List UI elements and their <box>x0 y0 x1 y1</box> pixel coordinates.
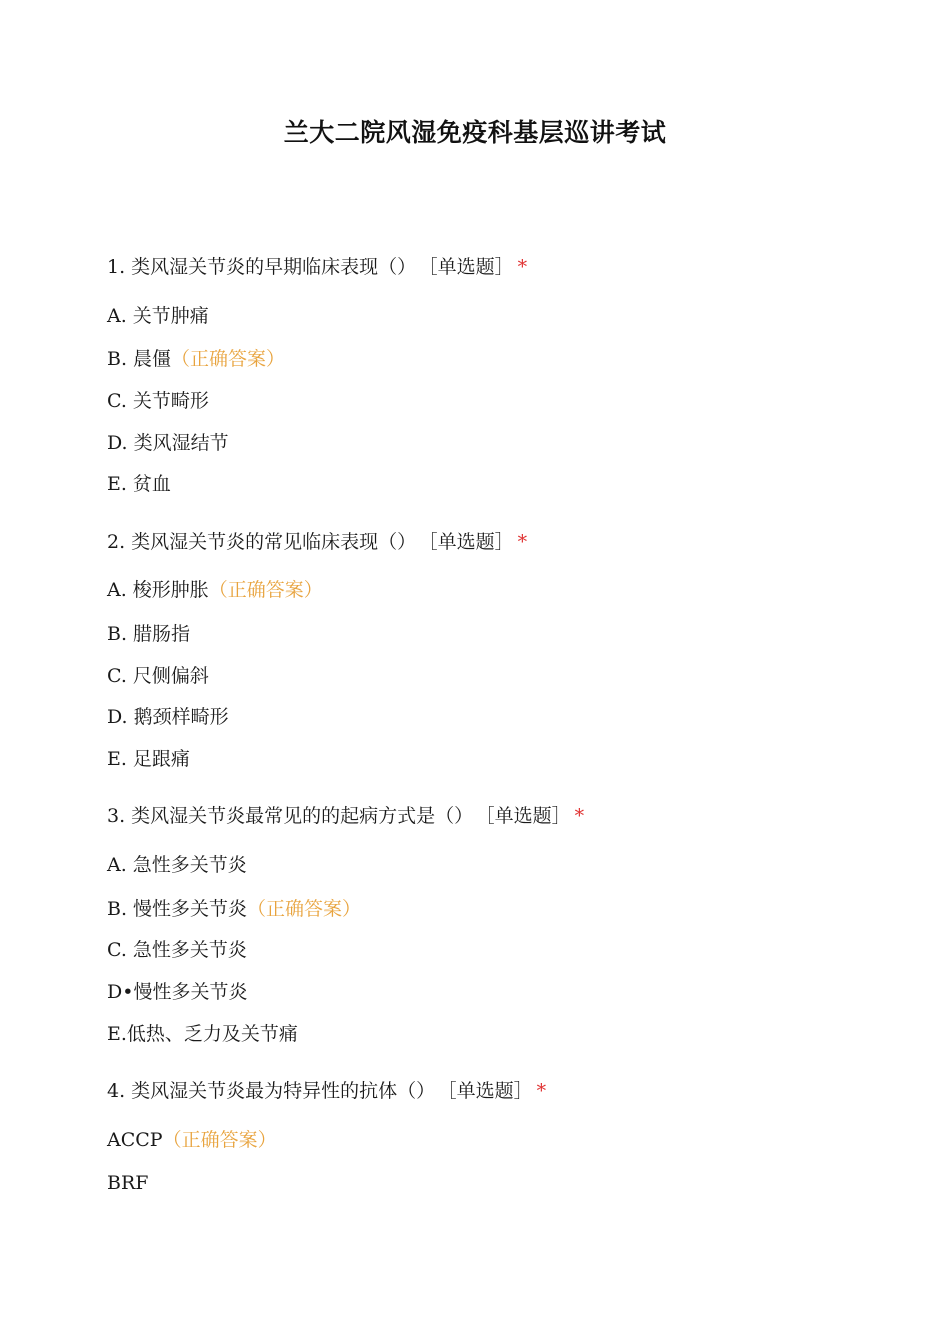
option-text: 慢性多关节炎 <box>133 898 248 920</box>
option-4b <box>107 1169 148 1197</box>
option-text: 关节畸形 <box>132 390 209 412</box>
option-3d <box>107 978 247 1006</box>
correct-answer-tag: （正确答案） <box>208 579 323 601</box>
question-text: 类风湿关节炎的早期临床表现（） <box>131 256 417 278</box>
option-letter: C. <box>107 665 127 687</box>
option-3a <box>107 851 247 879</box>
option-text: 腊肠指 <box>133 623 191 645</box>
option-text: ACCP <box>107 1129 163 1151</box>
correct-answer-tag: （正确答案） <box>247 898 362 920</box>
option-text: 鹅颈样畸形 <box>133 706 229 728</box>
option-letter: B. <box>107 348 128 370</box>
question-number: 4. <box>107 1080 126 1102</box>
option-letter: E. <box>107 748 127 770</box>
required-mark: * <box>517 256 528 278</box>
correct-answer-tag: （正确答案） <box>162 1129 277 1151</box>
question-type: ［单选题］ <box>485 805 571 827</box>
option-2a <box>107 576 323 604</box>
question-number: 2. <box>107 531 126 553</box>
question-text: 类风湿关节炎的常见临床表现（） <box>131 531 417 553</box>
option-4a <box>107 1126 277 1154</box>
option-3c <box>107 936 247 964</box>
option-3e <box>107 1020 298 1048</box>
question-4 <box>107 1077 546 1105</box>
option-letter: E. <box>107 473 127 495</box>
question-text: 类风湿关节炎最为特异性的抗体（） <box>131 1080 436 1102</box>
question-2 <box>107 528 527 556</box>
option-1a <box>107 302 209 330</box>
option-letter: D. <box>107 706 128 728</box>
option-2c <box>107 662 209 690</box>
option-text: 类风湿结节 <box>133 432 229 454</box>
required-mark: * <box>536 1080 547 1102</box>
option-letter: A. <box>107 854 127 876</box>
option-text: 关节肿痛 <box>132 305 209 327</box>
question-type: ［单选题］ <box>447 1080 533 1102</box>
option-letter: B. <box>107 623 128 645</box>
question-text: 类风湿关节炎最常见的的起病方式是（） <box>131 805 474 827</box>
option-1c <box>107 387 209 415</box>
option-text: 梭形肿胀 <box>132 579 209 601</box>
question-number: 3. <box>107 805 126 827</box>
option-text: 足跟痛 <box>132 748 190 770</box>
option-letter: C. <box>107 939 127 961</box>
option-2e <box>107 745 190 773</box>
option-letter: A. <box>107 305 127 327</box>
option-3b <box>107 895 361 923</box>
option-letter: D. <box>107 432 128 454</box>
correct-answer-tag: （正确答案） <box>171 348 286 370</box>
question-type: ［单选题］ <box>428 531 514 553</box>
question-type: ［单选题］ <box>428 256 514 278</box>
option-text: 晨僵 <box>133 348 172 370</box>
option-letter: A. <box>107 579 127 601</box>
option-text: 贫血 <box>132 473 171 495</box>
required-mark: * <box>517 531 528 553</box>
option-text: BRF <box>107 1172 149 1194</box>
question-3 <box>107 802 584 830</box>
required-mark: * <box>574 805 585 827</box>
option-text: 尺侧偏斜 <box>132 665 209 687</box>
option-1d <box>107 429 229 457</box>
option-text: 急性多关节炎 <box>132 854 247 876</box>
option-letter: B. <box>107 898 128 920</box>
option-text: D•慢性多关节炎 <box>107 981 248 1003</box>
option-text: E.低热、乏力及关节痛 <box>107 1023 298 1045</box>
option-letter: C. <box>107 390 127 412</box>
option-1b <box>107 345 285 373</box>
option-text: 急性多关节炎 <box>132 939 247 961</box>
option-2d <box>107 703 229 731</box>
option-2b <box>107 620 190 648</box>
question-number: 1. <box>107 256 126 278</box>
question-1 <box>107 253 527 281</box>
document-title: 兰大二院风湿免疫科基层巡讲考试 <box>283 118 667 147</box>
option-1e <box>107 470 171 498</box>
